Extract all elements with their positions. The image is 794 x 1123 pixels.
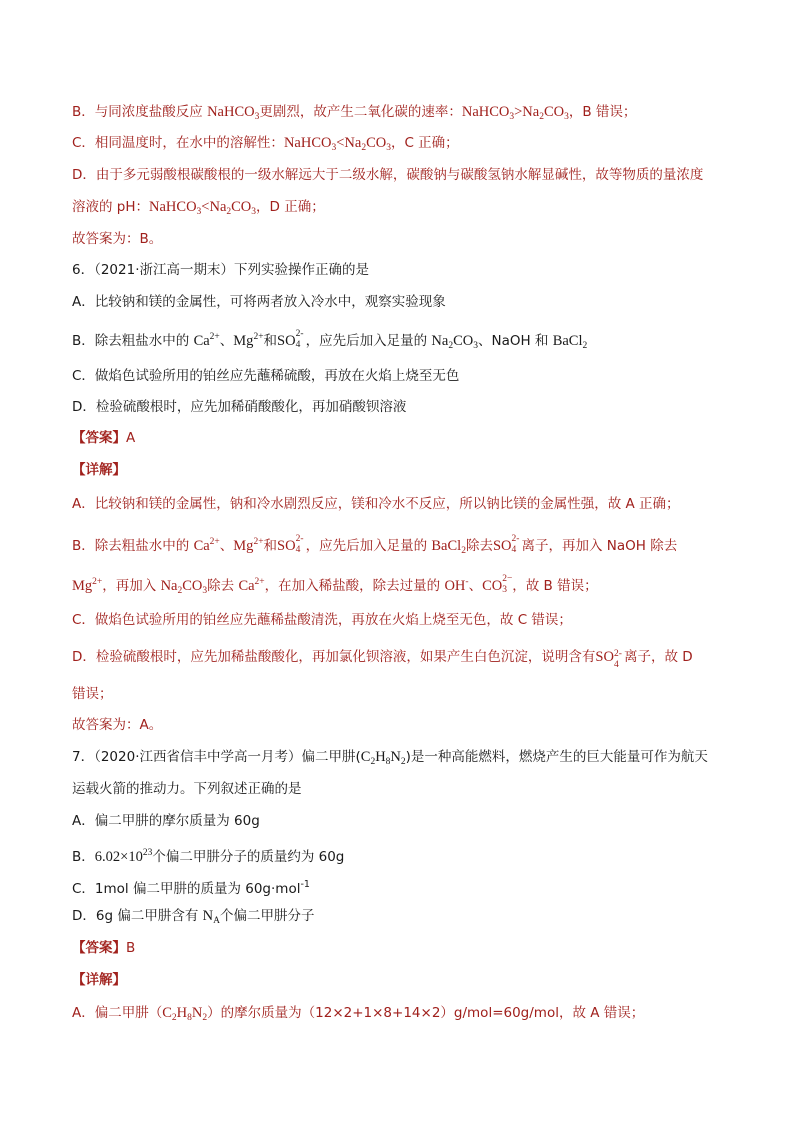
text-span: 和: [263, 538, 278, 554]
avogadro-number: $6.02\times 10^{23}$: [94, 848, 153, 865]
text-span: 故答案为：B。: [72, 231, 163, 247]
text-span: 和: [263, 333, 278, 349]
option-b: [72, 843, 734, 867]
formula-comparison: $NaHCO_3>Na_2CO_3$: [461, 104, 569, 122]
formula-c2h8n2: $C_2H_8N_2$: [360, 749, 406, 767]
text-span: 6．（2021·浙江高一期末）下列实验操作正确的是: [72, 262, 369, 278]
ion-so4: SO 2- 4: [595, 649, 622, 670]
text-span: A．偏二甲肼（: [72, 1005, 163, 1021]
option-b: [72, 327, 734, 356]
answer-line: [72, 428, 734, 448]
explanation-d-cont: [72, 684, 734, 704]
text-span: 运载火箭的推动力。下列叙述正确的是: [72, 781, 302, 797]
text-span: ，C 正确；: [390, 135, 459, 151]
ion-mg: $Mg^{2+}$: [72, 577, 103, 594]
option-d: [72, 906, 734, 931]
text-span: C．1mol 偏二甲肼的质量为 60g·mol: [72, 881, 301, 897]
text-span: B．: [72, 849, 95, 865]
formula-bacl2: BaCl$_2$: [552, 333, 588, 351]
option-c: [72, 875, 734, 899]
text-line: [72, 133, 734, 158]
answer-line: [72, 938, 734, 958]
answer-value: B: [126, 940, 136, 956]
explanation-a: [72, 494, 734, 514]
text-span: 、: [468, 578, 483, 594]
ion-so4: SO 2- 4: [277, 329, 304, 350]
text-span: 、: [219, 538, 234, 554]
formula-comparison: $NaHCO_3<Na_2CO_3$: [283, 135, 391, 153]
ion-so4: SO 2- 4: [492, 534, 520, 555]
text-span: 溶液的 pH：: [72, 199, 150, 215]
text-span: 离子，故 D: [623, 649, 693, 665]
text-span: D．由于多元弱酸根碳酸根的一级水解远大于二级水解，碳酸钠与碳酸氢钠水解显碱性，故等物质的量浓度: [72, 167, 704, 183]
answer-label: 【答案】: [72, 430, 126, 446]
text-span: 故答案为：A。: [72, 717, 163, 733]
text-span: 7．（2020·江西省信丰中学高一月考）偏二甲肼(: [72, 749, 361, 765]
question-6-stem: [72, 260, 734, 280]
option-d: [72, 397, 734, 417]
text-span: ，应先后加入足量的: [305, 333, 432, 349]
ion-co3: CO 2− 3: [482, 574, 513, 595]
option-c: [72, 366, 734, 386]
text-span: ，在加入稀盐酸，除去过量的: [264, 578, 445, 594]
text-line: [72, 165, 734, 185]
ion-ca: $Ca^{2+}$: [238, 577, 265, 594]
text-span: B．与同浓度盐酸反应: [72, 104, 208, 120]
text-span: B．除去粗盐水中的: [72, 538, 194, 554]
text-span: A．比较钠和镁的金属性，可将两者放入冷水中，观察实验现象: [72, 294, 446, 310]
exponent: -1: [300, 879, 310, 890]
text-span: 个偏二甲肼分子的质量约为 60g: [152, 849, 345, 865]
explanation-b: [72, 532, 734, 561]
text-span: 错误；: [72, 686, 113, 702]
formula-na2co3: $Na_2CO_3$: [431, 333, 478, 351]
text-span: 更剧烈，故产生二氧化碳的速率：: [259, 104, 462, 120]
ion-mg: $Mg^{2+}$: [233, 332, 264, 349]
text-span: 除去: [207, 578, 239, 594]
ion-ca: $Ca^{2+}$: [193, 537, 220, 554]
text-line: [72, 229, 734, 249]
conclusion-6: [72, 715, 734, 735]
text-span: ）的摩尔质量为（12×2+1×8+14×2）g/mol=60g/mol，故 A 错误；: [207, 1005, 645, 1021]
formula-bacl2: BaCl$_2$: [431, 538, 466, 556]
text-span: B．除去粗盐水中的: [72, 333, 194, 349]
answer-value: A: [126, 430, 136, 446]
text-span: ，D 正确；: [256, 199, 325, 215]
text-span: D．检验硫酸根时，应先加稀盐酸酸化，再加氯化钡溶液，如果产生白色沉淀，说明含有: [72, 649, 596, 665]
answer-label: 【答案】: [72, 940, 126, 956]
question-7-stem-cont: [72, 779, 734, 799]
ion-so4: SO 2- 4: [277, 534, 304, 555]
text-span: C．相同温度时，在水中的溶解性：: [72, 135, 284, 151]
ion-mg: $Mg^{2+}$: [233, 537, 264, 554]
text-span: )是一种高能燃料，燃烧产生的巨大能量可作为航天: [405, 749, 708, 765]
formula-nahco3: NaHCO$_3$: [207, 104, 260, 122]
explanation-b-cont: [72, 572, 734, 601]
text-span: ，B 错误；: [568, 104, 637, 120]
text-span: 个偏二甲肼分子: [220, 908, 315, 924]
symbol-na: $N_A$: [202, 908, 220, 926]
text-line: [72, 102, 734, 127]
text-span: 、: [219, 333, 234, 349]
text-span: 、NaOH 和: [477, 333, 553, 349]
option-a: [72, 811, 734, 831]
text-span: C．做焰色试验所用的铂丝应先蘸稀硫酸，再放在火焰上烧至无色: [72, 368, 460, 384]
ion-ca: $Ca^{2+}$: [193, 332, 220, 349]
text-span: A．偏二甲肼的摩尔质量为 60g: [72, 813, 260, 829]
text-span: 离子，再加入 NaOH 除去: [521, 538, 678, 554]
text-span: C．做焰色试验所用的铂丝应先蘸稀盐酸清洗，再放在火焰上烧至无色，故 C 错误；: [72, 612, 572, 628]
text-span: D．6g 偏二甲肼含有: [72, 908, 203, 924]
text-span: ，故 B 错误；: [512, 578, 598, 594]
formula-comparison: $NaHCO_3<Na_2CO_3$: [149, 199, 257, 217]
explanation-header: [72, 460, 734, 480]
explanation-header: [72, 970, 734, 990]
text-line: [72, 197, 734, 222]
formula-na2co3: $Na_2CO_3$: [160, 578, 208, 596]
text-span: 除去: [465, 538, 493, 554]
text-span: D．检验硫酸根时，应先加稀硝酸酸化，再加硝酸钡溶液: [72, 399, 407, 415]
question-7-stem: [72, 747, 734, 772]
formula-c2h8n2: $C_2H_8N_2$: [162, 1005, 208, 1023]
explanation-d: [72, 647, 734, 670]
text-span: A．比较钠和镁的金属性，钠和冷水剧烈反应，镁和冷水不反应，所以钠比镁的金属性强，故 A 正确；: [72, 496, 680, 512]
ion-oh: OH-: [444, 577, 469, 594]
text-span: ，应先后加入足量的: [305, 538, 432, 554]
text-span: ，再加入: [102, 578, 161, 594]
explanation-label: 【详解】: [72, 462, 126, 478]
explanation-label: 【详解】: [72, 972, 126, 988]
explanation-c: [72, 610, 734, 630]
explanation-a: [72, 1003, 734, 1028]
option-a: [72, 292, 734, 312]
